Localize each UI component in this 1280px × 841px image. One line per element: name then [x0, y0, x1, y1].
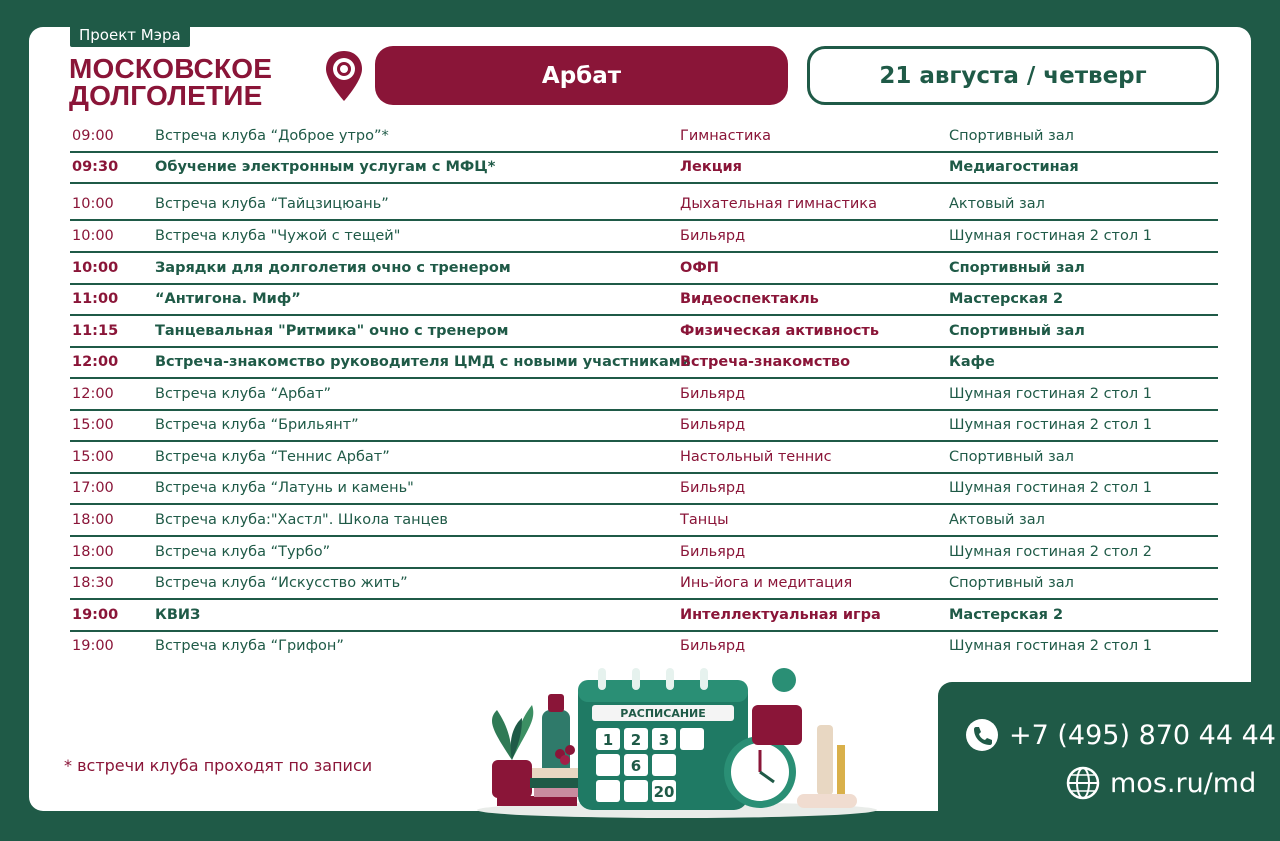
event-place: Медиагостиная [949, 159, 1079, 175]
schedule-row [70, 153, 1218, 181]
event-type: Танцы [680, 512, 729, 528]
event-place: Спортивный зал [949, 323, 1085, 339]
event-title: Зарядки для долголетия очно с тренером [155, 260, 511, 276]
event-title: “Антигона. Миф” [155, 291, 301, 307]
event-type: Видеоспектакль [680, 291, 819, 307]
event-place: Кафе [949, 354, 995, 370]
event-type: Физическая активность [680, 323, 880, 339]
schedule-row [70, 190, 1218, 218]
event-place: Спортивный зал [949, 128, 1074, 144]
event-type: Инь-йога и медитация [680, 575, 853, 591]
event-place: Шумная гостиная 2 стол 1 [949, 386, 1152, 402]
event-title: Встреча клуба “Грифон” [155, 638, 344, 654]
event-place: Актовый зал [949, 196, 1045, 212]
svg-text:20: 20 [653, 783, 675, 801]
event-time: 10:00 [72, 196, 114, 212]
event-type: Настольный теннис [680, 449, 832, 465]
event-time: 19:00 [72, 607, 119, 623]
event-title: Встреча-знакомство руководителя ЦМД с новыми участниками [155, 354, 691, 370]
event-title: Встреча клуба “Латунь и камень" [155, 480, 414, 496]
website-url: mos.ru/md [1110, 767, 1257, 799]
schedule-row [70, 474, 1218, 502]
row-divider [70, 440, 1218, 442]
row-divider [70, 314, 1218, 316]
event-time: 12:00 [72, 354, 119, 370]
event-time: 18:00 [72, 544, 114, 560]
event-time: 10:00 [72, 228, 114, 244]
project-badge: Проект Мэра [70, 24, 190, 47]
event-time: 11:00 [72, 291, 119, 307]
event-title: Встреча клуба “Теннис Арбат” [155, 449, 390, 465]
event-place: Спортивный зал [949, 260, 1085, 276]
schedule-row [70, 348, 1218, 376]
row-divider [70, 598, 1218, 600]
location-pin-icon [323, 49, 365, 103]
event-title: Танцевальная "Ритмика" очно с тренером [155, 323, 509, 339]
schedule-row [70, 222, 1218, 250]
phone-icon [965, 718, 999, 752]
schedule-row [70, 443, 1218, 471]
event-time: 15:00 [72, 417, 114, 433]
schedule-row [70, 538, 1218, 566]
event-type: Бильярд [680, 228, 746, 244]
location-pill: Арбат [375, 46, 788, 105]
footnote: * встречи клуба проходят по записи [64, 756, 373, 775]
schedule-row [70, 122, 1218, 150]
contact-panel [938, 682, 1268, 822]
row-divider [70, 503, 1218, 505]
website-contact [1066, 766, 1256, 800]
brand-logo [69, 55, 272, 109]
phone-contact [965, 718, 1276, 752]
schedule-row [70, 411, 1218, 439]
event-time: 11:15 [72, 323, 119, 339]
event-place: Шумная гостиная 2 стол 1 [949, 638, 1152, 654]
event-type: Бильярд [680, 417, 746, 433]
event-type: ОФП [680, 260, 719, 276]
date-pill: 21 августа / четверг [807, 46, 1219, 105]
event-time: 12:00 [72, 386, 114, 402]
event-title: КВИЗ [155, 607, 201, 623]
event-type: Бильярд [680, 386, 746, 402]
event-title: Встреча клуба “Турбо” [155, 544, 331, 560]
event-time: 17:00 [72, 480, 114, 496]
event-place: Мастерская 2 [949, 291, 1064, 307]
schedule-row [70, 317, 1218, 345]
schedule-row [70, 569, 1218, 597]
event-place: Спортивный зал [949, 575, 1074, 591]
phone-number: +7 (495) 870 44 44 [1009, 719, 1276, 751]
event-time: 19:00 [72, 638, 114, 654]
event-place: Шумная гостиная 2 стол 1 [949, 417, 1152, 433]
svg-text:3: 3 [658, 731, 670, 749]
schedule-row [70, 380, 1218, 408]
row-divider [70, 219, 1218, 221]
row-divider [70, 377, 1218, 379]
event-type: Бильярд [680, 638, 746, 654]
event-title: Обучение электронным услугам с МФЦ* [155, 159, 496, 175]
event-title: Встреча клуба "Чужой с тещей" [155, 228, 401, 244]
event-time: 09:30 [72, 159, 119, 175]
event-title: Встреча клуба “Арбат” [155, 386, 332, 402]
event-place: Актовый зал [949, 512, 1045, 528]
schedule-row [70, 254, 1218, 282]
schedule-row [70, 506, 1218, 534]
svg-text:6: 6 [630, 757, 642, 775]
event-type: Интеллектуальная игра [680, 607, 881, 623]
event-type: Встреча-знакомство [680, 354, 851, 370]
event-place: Мастерская 2 [949, 607, 1064, 623]
row-divider [70, 182, 1218, 184]
globe-icon [1066, 766, 1100, 800]
row-divider [70, 251, 1218, 253]
svg-text:1: 1 [602, 731, 614, 749]
event-title: Встреча клуба “Тайцзицюань” [155, 196, 389, 212]
event-time: 09:00 [72, 128, 114, 144]
event-title: Встреча клуба “Искусство жить” [155, 575, 408, 591]
calendar-label: РАСПИСАНИЕ [620, 707, 706, 720]
event-place: Шумная гостиная 2 стол 1 [949, 480, 1152, 496]
brand-line-2: ДОЛГОЛЕТИЕ [69, 80, 263, 111]
event-title: Встреча клуба:"Хастл". Школа танцев [155, 512, 448, 528]
event-time: 15:00 [72, 449, 114, 465]
brand-line-1: МОСКОВСКОЕ [69, 53, 273, 84]
event-title: Встреча клуба “Доброе утро”* [155, 128, 389, 144]
schedule-illustration [462, 650, 892, 820]
row-divider [70, 535, 1218, 537]
event-place: Шумная гостиная 2 стол 2 [949, 544, 1152, 560]
event-type: Бильярд [680, 480, 746, 496]
event-time: 10:00 [72, 260, 119, 276]
event-time: 18:00 [72, 512, 114, 528]
schedule-row [70, 285, 1218, 313]
event-type: Гимнастика [680, 128, 772, 144]
svg-text:2: 2 [630, 731, 642, 749]
event-title: Встреча клуба “Брильянт” [155, 417, 359, 433]
event-place: Шумная гостиная 2 стол 1 [949, 228, 1152, 244]
event-type: Лекция [680, 159, 742, 175]
schedule-row [70, 601, 1218, 629]
event-type: Дыхательная гимнастика [680, 196, 877, 212]
event-type: Бильярд [680, 544, 746, 560]
event-place: Спортивный зал [949, 449, 1074, 465]
event-time: 18:30 [72, 575, 114, 591]
